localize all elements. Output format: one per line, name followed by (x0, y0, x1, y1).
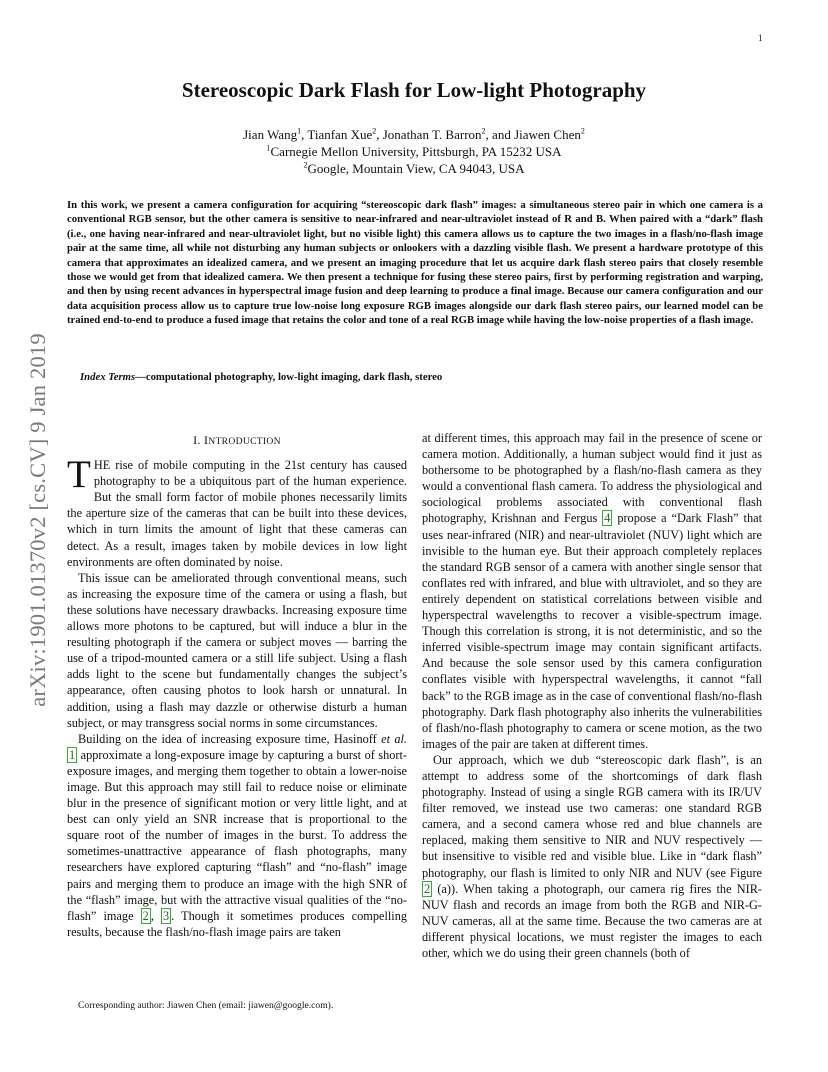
affiliation-2: $^2$Google, Mountain View, CA 94043, USA (303, 160, 525, 176)
corresponding-author-footnote: Corresponding author: Jiawen Chen (email: jiawen@google.com). (78, 1000, 334, 1011)
index-terms (80, 371, 760, 383)
index-terms-label: Index Terms (80, 371, 136, 383)
author-names: Jian Wang$^1$, Tianfan Xue$^2$, Jonathan T. Barron$^2$, and Jiawen Chen$^2$ (243, 126, 585, 142)
intro-paragraph-3: Building on the idea of increasing exposure time, Hasinoff et al. 1 approximate a long-exposure image by capturing a burst of short-exposure images, and merging them together to obtain a lower-noise image. But this approach may still fail to reduce noise or eliminate blur in the presence of significant motion or very little light, and at best can only yield an SNR increase that is proportional to the square root of the number of images in the burst. To address the sometimes-unattractive appearance of flash photographs, many researchers have explored capturing “flash” and “no-flash” image pairs and merging them to produce an image with the high SNR of the “flash” image, but with the attractive visual qualities of the “no-flash” image 2 , 3 . Though it sometimes produces compelling results, because the flash/no-flash image pairs are taken (67, 731, 408, 939)
citation-link[interactable]: 2 (424, 881, 431, 896)
arxiv-id-text: arXiv:1901.01370v2 [cs.CV] 9 Jan 2019 (25, 333, 50, 707)
section-heading-introduction: I. INTRODUCTION (193, 433, 281, 447)
citation-link[interactable]: 3 (163, 908, 170, 923)
intro-paragraph-4: at different times, this approach may fail in the presence of scene or camera motion. Additionally, a human subject would find it just as bothersome to be photographed by a flash/no-flash camera as they would a conventional flash camera. To address the physiological and sociological problems associated with conventional flash photography, Krishnan and Fergus 4 propose a “Dark Flash” that uses near-infrared (NIR) and near-ultraviolet (NUV) light which are invisible to the human eye. But their approach completely replaces the standard RGB sensor of a camera with another single sensor that conflates red with infrared, and blue with ultraviolet, and so they are entirely dependent on statistical correlations between visible and hyperspectral wavelengths to recover a visible-spectrum image. Though this correlation is strong, it is not deterministic, and so the inferred visible-spectrum image may contain significant artifacts. And because the sole sensor used by this camera configuration conflates visible with hyperspectral wavelengths, it cannot “fall back” to the RGB image as in the case of conventional flash/no-flash photography. Dark flash photography also inherits the vulnerabilities of flash/no-flash photography to camera or scene motion, as the two images of the pair are taken at different times. (422, 431, 762, 751)
citation-link[interactable]: 4 (604, 511, 611, 526)
page-number: 1 (758, 33, 763, 43)
paper-title: Stereoscopic Dark Flash for Low-light Photography (181, 78, 647, 102)
drop-cap: T (67, 453, 91, 497)
citation-link[interactable]: 1 (69, 747, 76, 762)
intro-paragraph-1: THE rise of mobile computing in the 21st century has caused photography to be a ubiquitous part of the human experience. But the small form factor of mobile phones necessarily limits the aperture size of the cameras that can be built into these devices, which in turn limits the amount of light that these cameras can detect. As a result, images taken by mobile devices in low light environments are often dominated by noise. (67, 453, 407, 569)
arxiv-side-stamp (18, 300, 58, 740)
citation-link[interactable]: 2 (142, 908, 149, 923)
intro-paragraph-5: Our approach, which we dub “stereoscopic dark flash”, is an attempt to address some of the shortcomings of dark flash photography. Instead of using a single RGB camera with its IR/UV filter removed, we instead use two cameras: one standard RGB camera, and a second camera whose red and blue channels are replaced, making them sensitive to NIR and NUV respectively — but insensitive to visible red and visible blue. Like in “dark flash” photography, our flash is limited to only NIR and NUV (see Figure 2 (a)). When taking a photograph, our camera rig fires the NIR-NUV flash and records an image from both the RGB and NIR-G-NUV cameras, all at the same time. Because the two cameras are at different physical locations, we must register the images to each other, which we do using their green channels (both of (422, 752, 762, 960)
abstract: In this work, we present a camera configuration for acquiring “stereoscopic dark flash” images: a simultaneous stereo pair in which one camera is a conventional RGB sensor, but the other camera is sensitive to near-infrared and near-ultraviolet instead of R and B. When paired with a “dark” flash (i.e., one having near-infrared and near-ultraviolet light, but no visible light) this camera allows us to capture the two images in a flash/no-flash image pair at the same time, all while not disturbing any human subjects or onlookers with a dazzling visible flash. We present a hardware prototype of this camera that approximates an idealized camera, and we present an imaging procedure that let us acquire dark flash stereo pairs that closely resemble those we would get from that idealized camera. We then present a technique for fusing these stereo pairs, first by performing registration and warping, and then by using recent advances in hyperspectral image fusion and deep learning to produce a final image. Because our camera configuration and our data acquisition process allow us to capture true low-noise long exposure RGB images alongside our dark flash stereo pairs, our learned model can be trained end-to-end to produce a fused image that retains the color and tone of a real RGB image while having the low-noise properties of a flash image. (67, 199, 763, 327)
index-terms-text: —computational photography, low-light imaging, dark flash, stereo (135, 371, 443, 383)
author-block (0, 126, 828, 177)
intro-paragraph-2: This issue can be ameliorated through conventional means, such as increasing the exposure time of the camera or using a flash, but these solutions have necessary drawbacks. Increasing exposure time allows more photons to be captured, but will induce a blur in the resulting photograph if the camera or subject moves — barring the use of a tripod-mounted camera or a still life subject. Using a flash adds light to the scene but fundamentally changes the subject’s appearance, often causing photos to look harsh or unnatural. In addition, using a flash may dazzle or otherwise disturb a human subject, or may transgress social norms in some circumstances. (67, 570, 407, 730)
left-column (67, 430, 407, 940)
right-column (422, 430, 762, 961)
affiliation-1: $^1$Carnegie Mellon University, Pittsburgh, PA 15232 USA (266, 143, 562, 159)
